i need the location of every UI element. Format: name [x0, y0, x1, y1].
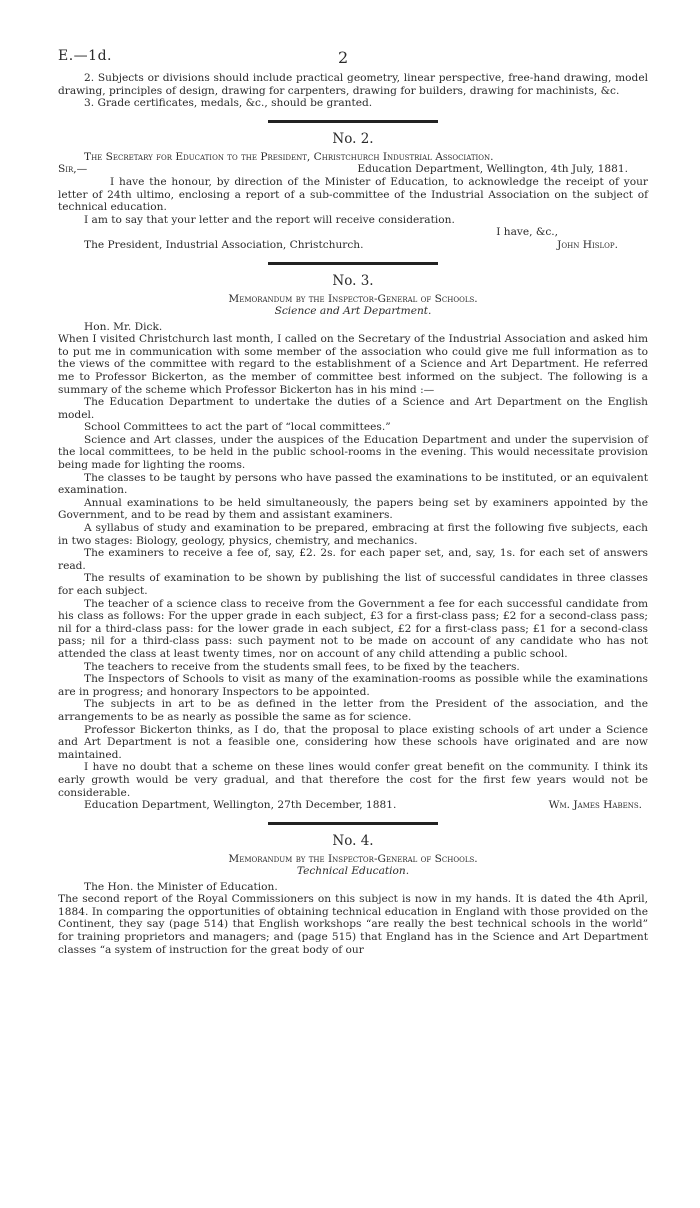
paragraph: 2. Subjects or divisions should include practical geometry, linear perspective, free-hand drawing, model drawing, principles of design, drawing for carpenters, drawing for builders, drawing for machinists, &c. — [58, 72, 648, 97]
page-header — [58, 48, 648, 72]
dateline: Education Department, Wellington, 27th December, 1881. — [84, 799, 397, 812]
paragraph: When I visited Christchurch last month, I called on the Secretary of the Industrial Association and asked him to put me in communication with some member of the association who could give me full information as to the views of the committee with regard to the establishment of a Science and Art Department. He referred me to Professor Bickerton, as the member of committee best informed on the subject. The following is a summary of the scheme which Professor Bickerton has in his mind :— — [58, 333, 648, 396]
paragraph: I have the honour, by direction of the Minister of Education, to acknowledge the receipt of your letter of 24th ultimo, enclosing a report of a sub-committee of the Industrial Association on the subject of technical education. — [58, 175, 648, 214]
section-divider — [268, 262, 438, 265]
paragraph: Professor Bickerton thinks, as I do, that the proposal to place existing schools of art under a Science and Art Department is not a feasible one, considering how these schools have originated and are now maintained. — [58, 723, 648, 761]
dateline: Education Department, Wellington, 4th July, 1881. — [357, 163, 628, 176]
addressee: The President, Industrial Association, Christchurch. — [84, 238, 364, 251]
paragraph: The Inspectors of Schools to visit as many of the examination-rooms as possible while the examinations are in progress; and honorary Inspectors to be appointed. — [58, 673, 648, 698]
paragraph: The teachers to receive from the students small fees, to be fixed by the teachers. — [84, 660, 520, 673]
memo-subtitle: Science and Art Department. — [274, 304, 432, 317]
section-divider — [268, 822, 438, 825]
page-number: 2 — [338, 48, 349, 67]
paragraph: A syllabus of study and examination to be prepared, embracing at first the following five subjects, each in two stages: Biology, geology, physics, chemistry, and mechanics. — [58, 522, 648, 547]
paragraph: 3. Grade certificates, medals, &c., should be granted. — [84, 97, 373, 110]
section-heading: No. 4. — [332, 832, 374, 849]
addressee: The Hon. the Minister of Education. — [84, 880, 278, 893]
memo-subtitle: Technical Education. — [296, 864, 410, 877]
paragraph: The second report of the Royal Commissioners on this subject is now in my hands. It is dated the 4th April, 1884. In comparing the opportunities of obtaining technical education in England with those provided on the Continent, they say (page 514) that English workshops “are really the best technical schools in the world” for training proprietors and managers; and (page 515) that England has in the Science and Art Department classes “a system of instruction for the great body of our — [58, 893, 648, 956]
section-divider — [268, 120, 438, 123]
paragraph: The results of examination to be shown by publishing the list of successful candidates in three classes for each subject. — [58, 572, 648, 597]
signature-row — [58, 799, 648, 812]
section-heading: No. 2. — [332, 130, 374, 147]
paragraph: Annual examinations to be held simultaneously, the papers being set by examiners appointed by the Government, and to be read by them and assistant examiners. — [58, 496, 648, 522]
paragraph: The teacher of a science class to receive from the Government a fee for each successful candidate from his class as follows: For the upper grade in each subject, £3 for a first-class pass; £2 for a second-class pass; nil for a third-class pass: for the lower grade in each subject, £2 for a first-class pass; £1 for a second-class pass; nil for a third-class pass: such payment not to be made on account of any candidate who has not attended the class at least twenty times, nor on account of any child attending a public school. — [58, 597, 648, 660]
memo-line: Memorandum by the Inspector-General of Schools. — [228, 852, 478, 865]
paragraph: The subjects in art to be as defined in the letter from the President of the association, and the arrangements to be as nearly as possible the same as for science. — [58, 698, 648, 723]
paragraph: The classes to be taught by persons who have passed the examinations to be instituted, or an equivalent examination. — [58, 471, 648, 497]
paragraph: The Education Department to undertake the duties of a Science and Art Department on the English model. — [58, 396, 648, 421]
salutation-row — [58, 163, 648, 176]
document-reference: E.—1d. — [58, 48, 112, 64]
document-page — [58, 48, 648, 956]
signature-row — [58, 239, 648, 252]
signature: John Hislop. — [557, 238, 618, 251]
memo-line: Memorandum by the Inspector-General of Schools. — [228, 292, 478, 305]
closing: I have, &c., — [496, 226, 558, 239]
section-heading: No. 3. — [332, 272, 374, 289]
salutation: Sir,— — [58, 163, 88, 176]
signature: Wm. James Habens. — [548, 799, 642, 812]
paragraph: I have no doubt that a scheme on these lines would confer great benefit on the community. I think its early growth would be very gradual, and that therefore the cost for the first few years would not be considerable. — [58, 761, 648, 799]
paragraph: School Committees to act the part of “local committees.” — [84, 421, 391, 434]
addressee: Hon. Mr. Dick. — [84, 320, 163, 333]
paragraph: I am to say that your letter and the report will receive consideration. — [84, 213, 455, 226]
paragraph: Science and Art classes, under the auspices of the Education Department and under the supervision of the local committees, to be held in the public school-rooms in the evening. This would necessitate provision being made for lighting the rooms. — [58, 433, 648, 472]
paragraph: The examiners to receive a fee of, say, £2. 2s. for each paper set, and, say, 1s. for each set of answers read. — [58, 547, 648, 572]
letter-title: The Secretary for Education to the President, Christchurch Industrial Association. — [84, 150, 494, 163]
